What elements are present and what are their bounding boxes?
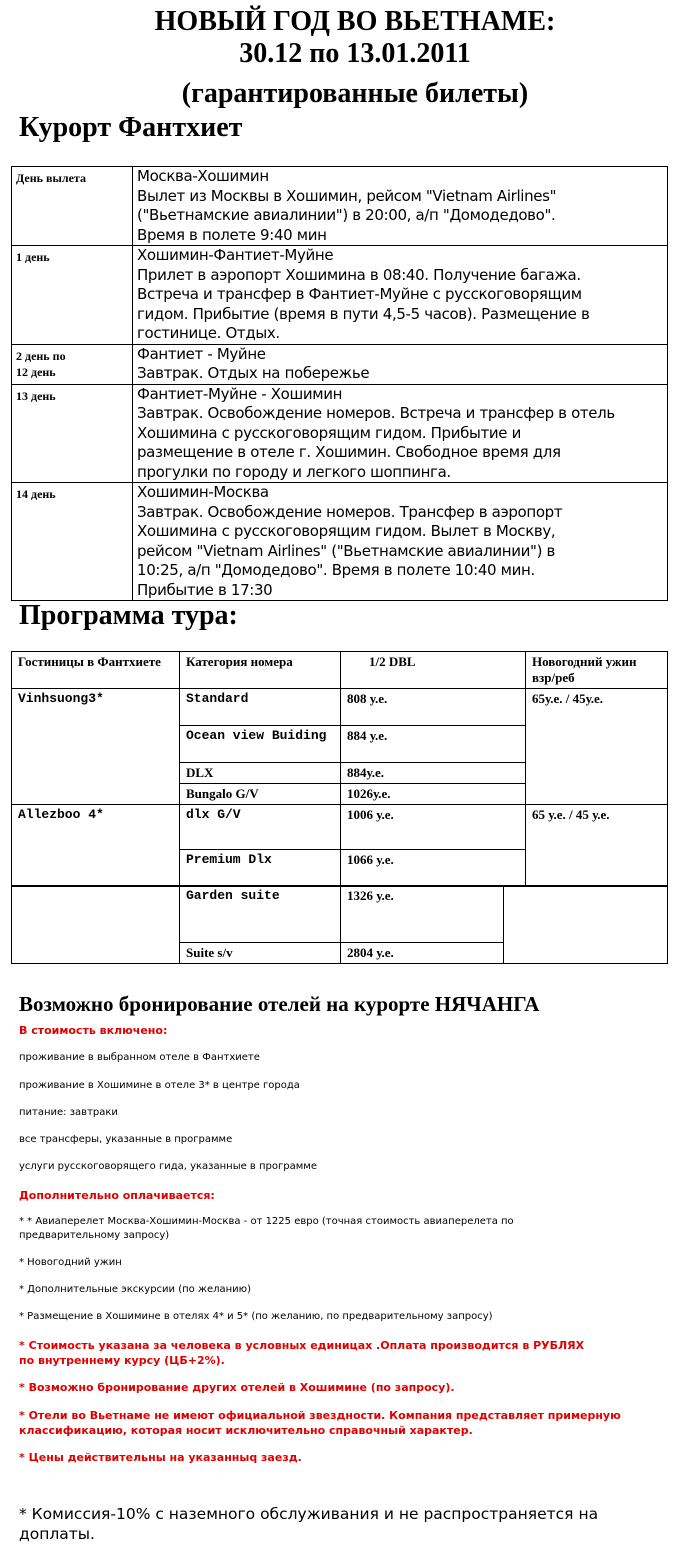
itinerary-description — [133, 246, 668, 345]
hotel-name: Allezboo 4* — [12, 805, 180, 887]
col-header-dinner: Новогодний ужин взр/реб — [526, 652, 668, 689]
extra-item: * Новогодний ужин — [19, 1257, 122, 1268]
note-prices-valid: * Цены действительны на указанныq заезд. — [19, 1451, 302, 1464]
hotel-name: Vinhsuong3* — [12, 689, 180, 805]
room-category: Bungalo G/V — [180, 784, 341, 805]
note-currency: * Стоимость указана за человека в условных единицах .Оплата производится в РУБЛЯХ по внутреннему курсу (ЦБ+2%). — [19, 1339, 585, 1367]
itinerary-line: прогулки по городу и легкого шоппинга. — [137, 462, 451, 481]
itinerary-table — [11, 166, 668, 601]
room-price: 808 у.е. — [341, 689, 526, 726]
itinerary-line: Встреча и трансфер в Фантиет-Муйне с русскоговорящим — [137, 285, 582, 303]
itinerary-line: размещение в отеле г. Хошимин. Свободное время для — [137, 443, 561, 461]
itinerary-row — [12, 483, 668, 601]
itinerary-description — [133, 167, 668, 246]
itinerary-line: гостинице. Отдых. — [137, 324, 280, 342]
itinerary-description — [133, 344, 668, 384]
room-category: Ocean view Buiding — [180, 726, 341, 763]
extra-rooms-table — [11, 885, 668, 964]
extra-title: Дополнительно оплачивается: — [19, 1189, 215, 1202]
col-header-category: Категория номера — [180, 652, 341, 689]
newyear-dinner-price: 65у.е. / 45у.е. — [526, 689, 668, 805]
itinerary-route: Фантиет - Муйне — [137, 344, 266, 363]
room-price: 884у.е. — [341, 763, 526, 784]
itinerary-day: 2 день по 12 день — [12, 344, 133, 384]
itinerary-line: Вылет из Москвы в Хошимин, рейсом "Vietnam Airlines" — [137, 186, 557, 205]
included-item: питание: завтраки — [19, 1107, 118, 1118]
col-header-hotels: Гостиницы в Фантхиете — [12, 652, 180, 689]
room-category: Suite s/v — [180, 943, 341, 964]
room-price: 2804 у.е. — [341, 943, 504, 964]
itinerary-line: Завтрак. Освобождение номеров. Трансфер в аэропорт — [137, 502, 563, 521]
included-title: В стоимость включено: — [19, 1024, 168, 1037]
itinerary-line: Время в полете 9:40 мин — [137, 225, 327, 244]
itinerary-day: День вылета — [12, 167, 133, 246]
nhatrang-heading: Возможно бронирование отелей на курорте НЯЧАНГА — [19, 992, 540, 1016]
program-table — [11, 651, 668, 887]
itinerary-line: ("Вьетнамские авиалинии") в 20:00, а/п "Домодедово". — [137, 206, 556, 224]
room-price: 1066 у.е. — [341, 850, 526, 887]
page-title-dates: 30.12 по 13.01.2011 — [239, 38, 471, 69]
itinerary-line: Завтрак. Освобождение номеров. Встреча и трансфер в отель — [137, 404, 615, 422]
itinerary-line: рейсом "Vietnam Airlines" ("Вьетнамские авиалинии") в — [137, 541, 555, 560]
itinerary-route: Хошимин-Москва — [137, 483, 269, 501]
extra-item: * Дополнительные экскурсии (по желанию) — [19, 1284, 252, 1295]
itinerary-route: Фантиет-Муйне - Хошимин — [137, 384, 343, 403]
program-heading: Программа тура: — [19, 600, 238, 631]
note-other-hotels: * Возможно бронирование других отелей в Хошимине (по запросу). — [19, 1381, 455, 1394]
itinerary-line: Хошимина с русскоговорящим гидом. Вылет в Москву, — [137, 522, 556, 540]
itinerary-line: Хошимина с русскоговорящим гидом. Прибытие и — [137, 423, 521, 442]
room-category: DLX — [180, 763, 341, 784]
extra-item: * Размещение в Хошимине в отелях 4* и 5* (по желанию, по предварительному запросу) — [19, 1311, 493, 1322]
resort-heading: Курорт Фантхиет — [19, 112, 243, 143]
room-category: Standard — [180, 689, 341, 726]
room-category: dlx G/V — [180, 805, 341, 850]
itinerary-route: Москва-Хошимин — [137, 167, 269, 185]
itinerary-route: Хошимин-Фантиет-Муйне — [137, 246, 334, 264]
itinerary-description — [133, 384, 668, 483]
included-item: проживание в выбранном отеле в Фантхиете — [19, 1052, 260, 1063]
page-title-line1: НОВЫЙ ГОД ВО ВЬЕТНАМЕ: — [154, 6, 556, 37]
room-price: 884 у.е. — [341, 726, 526, 763]
newyear-dinner-price: 65 у.е. / 45 у.е. — [526, 805, 668, 887]
included-item: проживание в Хошимине в отеле 3* в центре города — [19, 1080, 300, 1091]
page-title-note: (гарантированные билеты) — [181, 78, 529, 109]
itinerary-row — [12, 246, 668, 345]
itinerary-line: Завтрак. Отдых на побережье — [137, 364, 370, 382]
itinerary-line: 10:25, а/п "Домодедово". Время в полете 10:40 мин. — [137, 561, 535, 579]
itinerary-row — [12, 344, 668, 384]
room-category: Garden suite — [180, 886, 341, 943]
itinerary-line: гидом. Прибытие (время в пути 4,5-5 часов). Размещение в — [137, 304, 590, 323]
included-item: все трансферы, указанные в программе — [19, 1134, 233, 1145]
included-item: услуги русскоговорящего гида, указанные в программе — [19, 1161, 317, 1172]
itinerary-description — [133, 483, 668, 601]
itinerary-line: Прибытие в 17:30 — [137, 580, 273, 599]
empty-cell — [12, 886, 180, 964]
itinerary-day: 14 день — [12, 483, 133, 601]
room-price: 1326 у.е. — [341, 886, 504, 943]
note-star-rating: * Отели во Вьетнаме не имеют официальной звездности. Компания представляет примерную классификацию, которая носит исключительно справочный характер. — [19, 1409, 621, 1437]
itinerary-line: Прилет в аэропорт Хошимина в 08:40. Получение багажа. — [137, 265, 581, 284]
room-price: 1026у.е. — [341, 784, 526, 805]
commission-note: * Комиссия-10% с наземного обслуживания и не распространяется на доплаты. — [19, 1505, 599, 1543]
itinerary-row — [12, 167, 668, 246]
extra-item: * * Авиаперелет Москва-Хошимин-Москва - от 1225 евро (точная стоимость авиаперелета по предварительному запросу) — [19, 1216, 514, 1241]
room-category: Premium Dlx — [180, 850, 341, 887]
empty-cell — [504, 886, 668, 964]
itinerary-day: 13 день — [12, 384, 133, 483]
itinerary-day: 1 день — [12, 246, 133, 345]
room-price: 1006 у.е. — [341, 805, 526, 850]
itinerary-row — [12, 384, 668, 483]
col-header-price: 1/2 DBL — [341, 652, 526, 689]
